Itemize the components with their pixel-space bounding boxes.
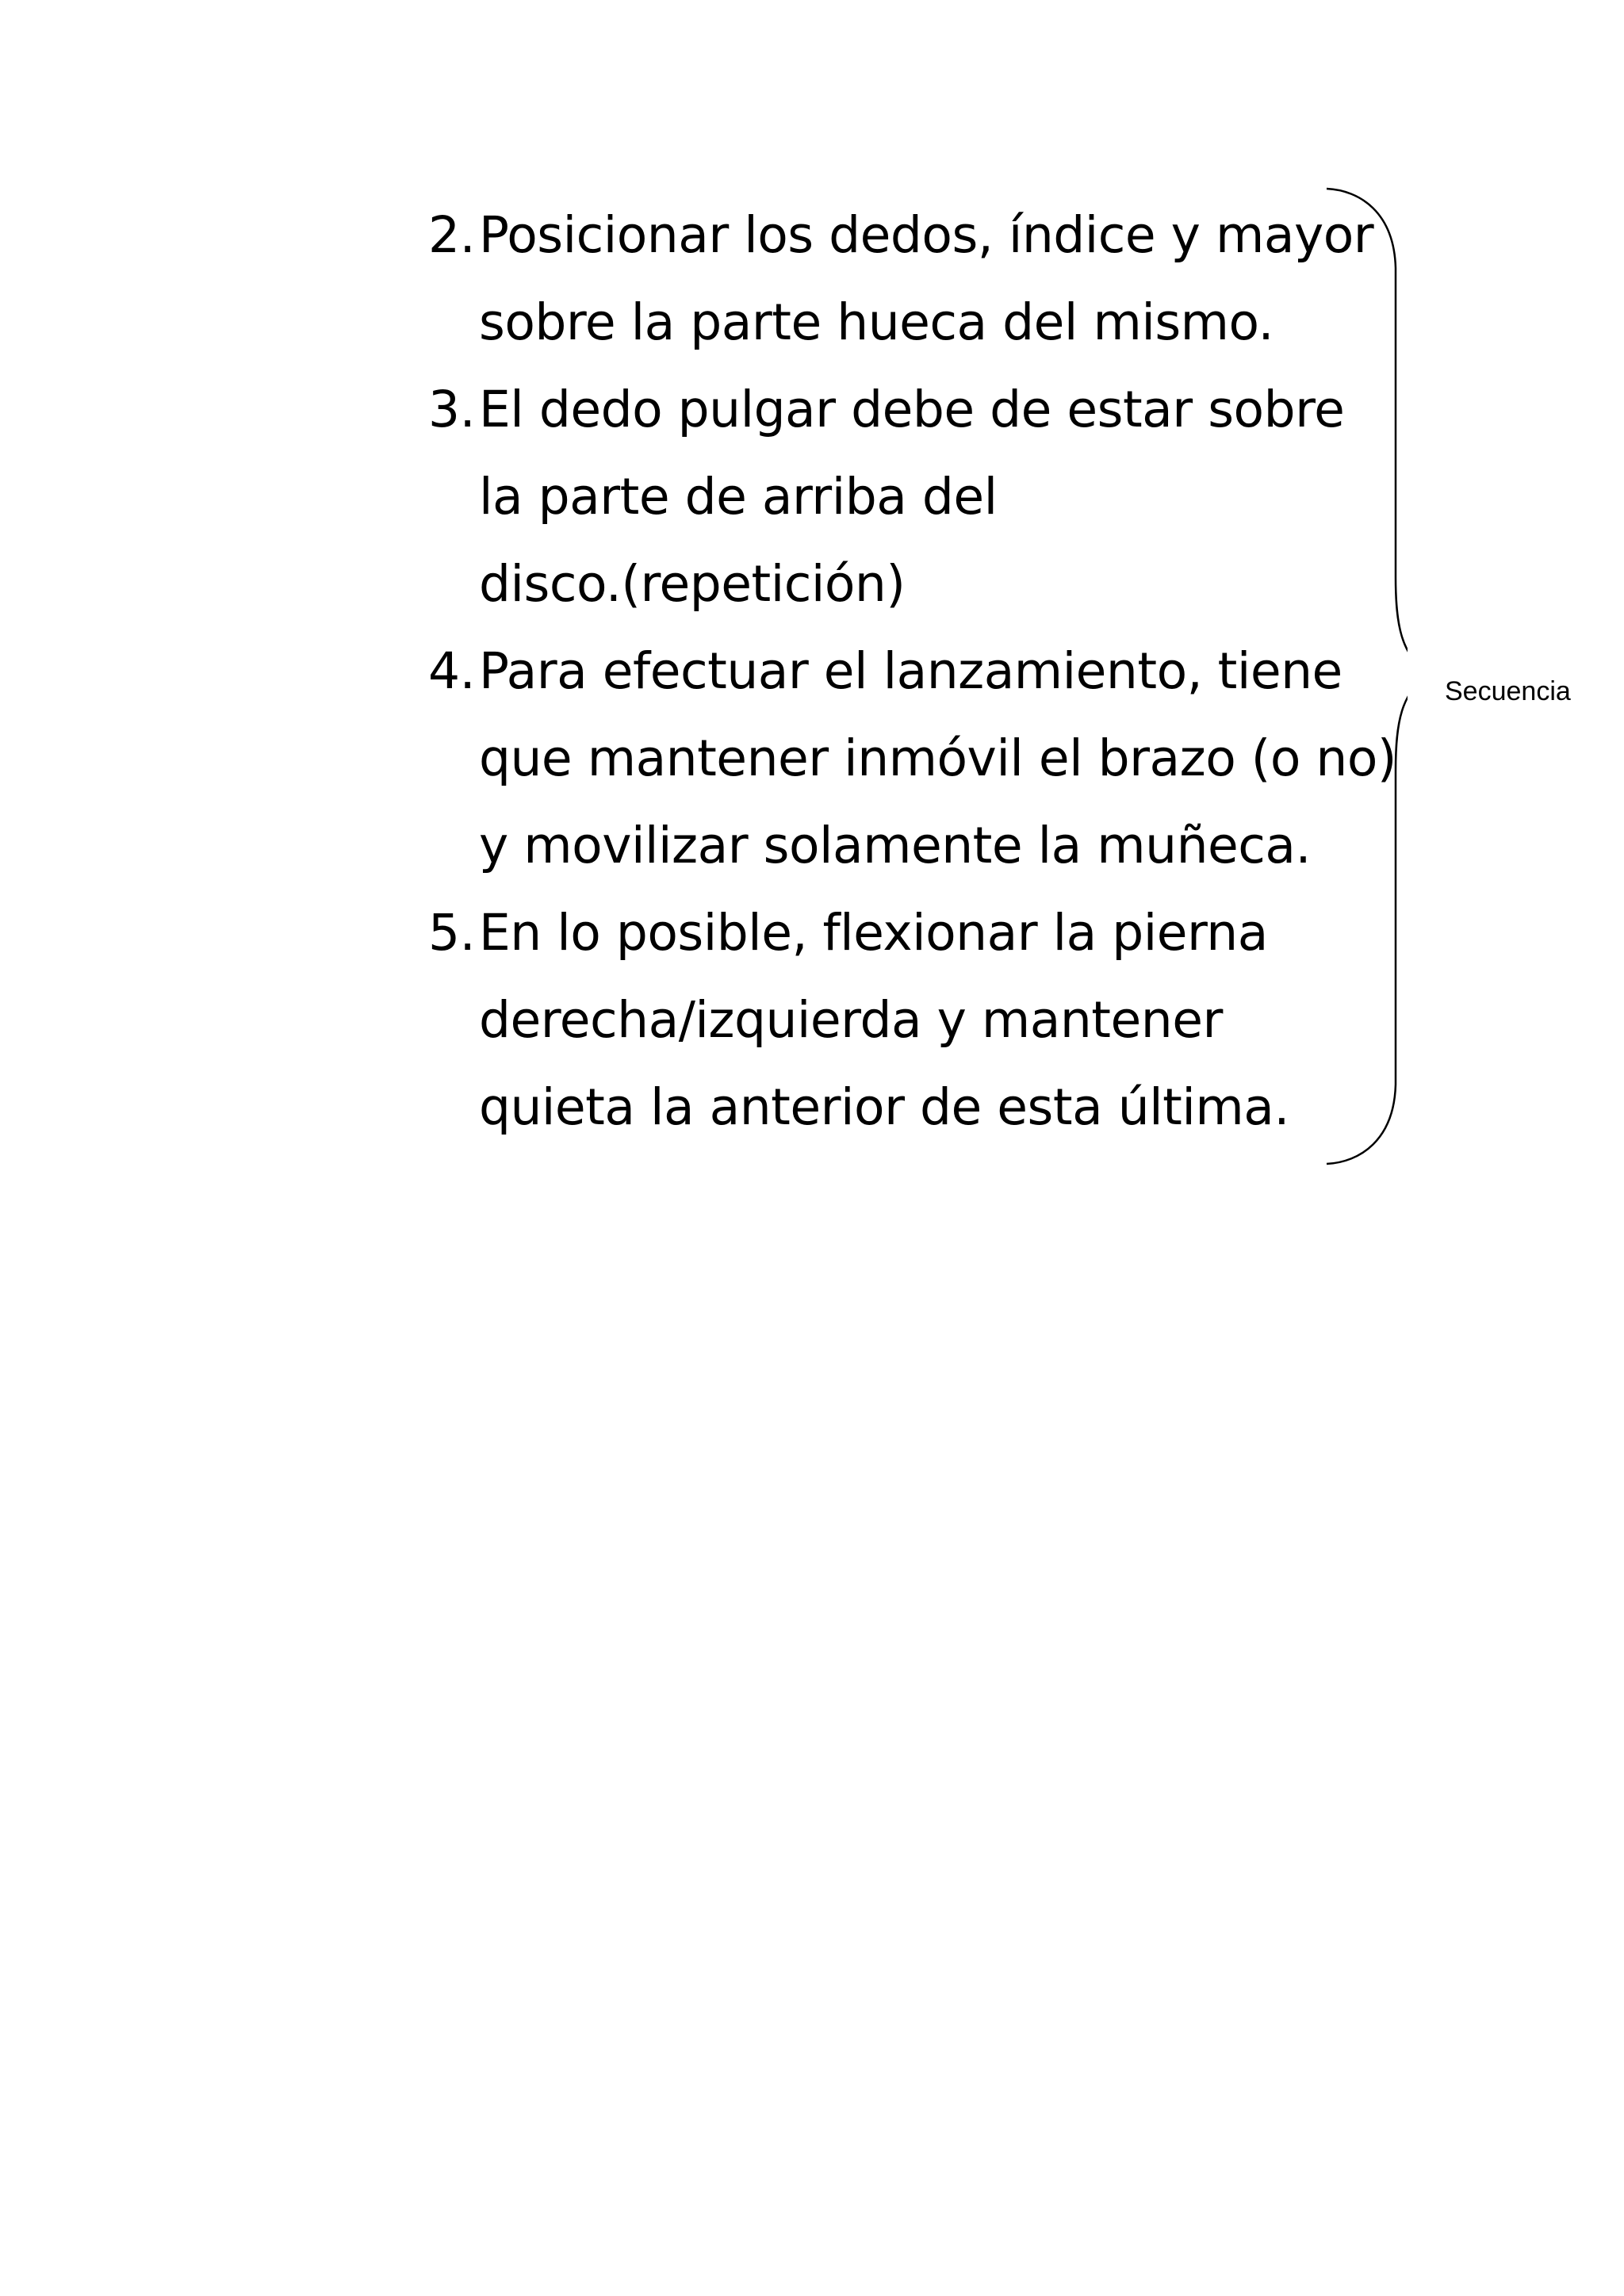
- right-curly-brace-icon: [1312, 181, 1408, 1172]
- step-item-2: [428, 192, 1404, 366]
- step-line: En lo posible, flexionar la pierna: [479, 904, 1268, 962]
- step-list: [428, 192, 1404, 1151]
- brace-label: Secuencia: [1445, 676, 1571, 706]
- step-line: Para efectuar el lanzamiento, tiene: [479, 642, 1342, 700]
- step-line: quieta la anterior de esta última.: [479, 1078, 1289, 1136]
- step-item-5: [428, 890, 1404, 1151]
- step-number: 2.: [428, 206, 476, 264]
- step-line: derecha/izquierda y mantener: [479, 991, 1223, 1049]
- step-line: la parte de arriba del: [479, 468, 998, 526]
- step-item-3: [428, 366, 1404, 628]
- step-line: El dedo pulgar debe de estar sobre: [479, 381, 1345, 438]
- step-line: y movilizar solamente la muñeca.: [479, 817, 1312, 874]
- step-line: disco.(repetición): [479, 555, 906, 613]
- step-item-4: [428, 628, 1404, 890]
- step-number: 4.: [428, 642, 476, 700]
- step-line: que mantener inmóvil el brazo (o no): [479, 729, 1396, 787]
- step-line: Posicionar los dedos, índice y mayor: [479, 206, 1374, 264]
- step-number: 5.: [428, 904, 476, 962]
- step-line: sobre la parte hueca del mismo.: [479, 293, 1274, 351]
- step-number: 3.: [428, 381, 476, 438]
